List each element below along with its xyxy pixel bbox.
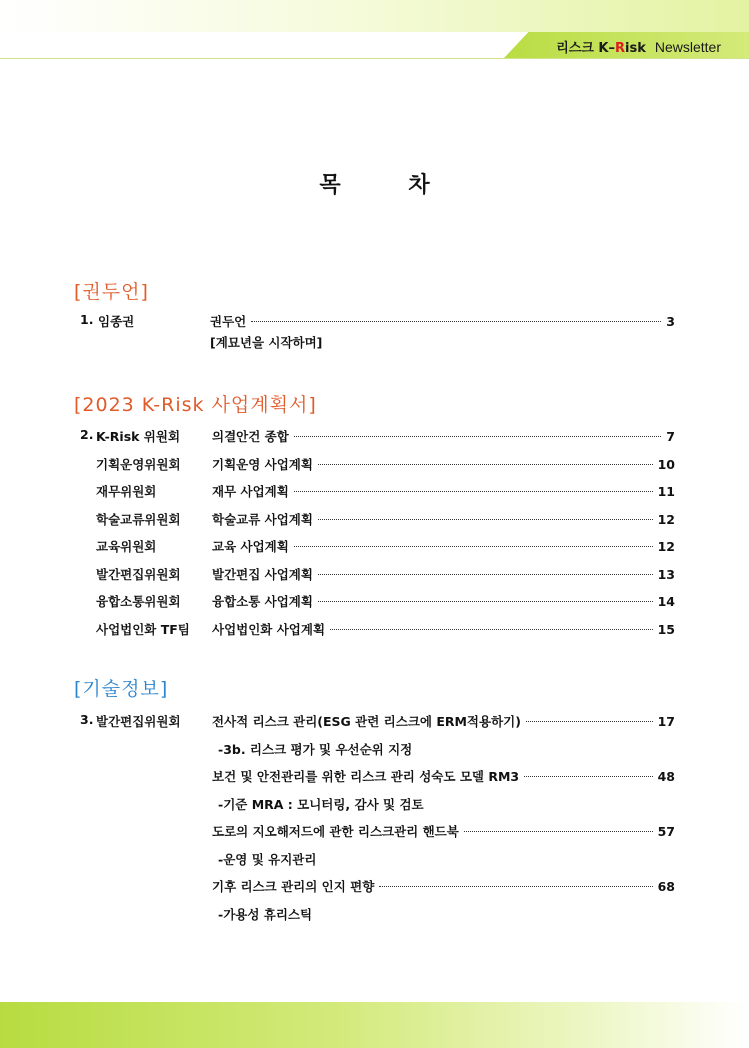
entry-number: 3. [80,712,94,727]
entry-subtitle: -운영 및 유지관리 [218,852,317,867]
entry-title: 융합소통 사업계획 [212,594,313,609]
bottom-decor-band [0,1002,749,1048]
entry-line [212,455,675,473]
entry-title: 교육 사업계획 [212,539,289,554]
entry-page: 57 [657,824,675,839]
entry-page: 11 [657,484,675,499]
entry-title: 학술교류 사업계획 [212,512,313,527]
page-title: 목 차 [319,173,460,198]
entry-title: 전사적 리스크 관리(ESG 관련 리스크에 ERM적용하기) [212,714,521,729]
entry-line [212,510,675,528]
dot-leader [379,886,652,887]
header-rule [0,58,749,59]
toc-entry[interactable] [0,482,749,502]
entry-line [212,482,675,500]
dot-leader [330,629,653,630]
dot-leader [294,546,653,547]
toc-entry[interactable] [0,510,749,530]
entry-line [212,592,675,610]
entry-author: 발간편집위원회 [96,714,181,729]
toc-entry[interactable] [0,427,749,447]
entry-title: 사업법인화 사업계획 [212,622,326,637]
toc-entry[interactable] [0,822,749,842]
entry-page: 3 [666,314,675,329]
dot-leader [294,491,653,492]
toc-entry[interactable] [0,537,749,557]
entry-subtitle: -3b. 리스크 평가 및 우선순위 지정 [218,742,413,757]
dot-leader [294,436,661,437]
entry-author: 사업법인화 TF팀 [96,622,190,637]
entry-page: 12 [657,512,675,527]
toc-entry[interactable] [0,455,749,475]
entry-author: 융합소통위원회 [96,594,181,609]
dot-leader [318,464,653,465]
top-decor-band [0,0,749,32]
entry-line [212,712,675,730]
dot-leader [318,574,653,575]
entry-subtitle: -가용성 휴리스틱 [218,907,313,922]
toc-entry[interactable] [0,620,749,640]
entry-author: K-Risk 위원회 [96,429,181,444]
entry-author: 발간편집위원회 [96,567,181,582]
entry-author: 학술교류위원회 [96,512,181,527]
entry-author: 기획운영위원회 [96,457,181,472]
entry-title: 기획운영 사업계획 [212,457,313,472]
entry-title: 발간편집 사업계획 [212,567,313,582]
entry-line [212,427,675,445]
entry-line [212,565,675,583]
toc-entry[interactable] [0,877,749,897]
entry-author: 교육위원회 [96,539,157,554]
section-heading-business-plan: [2023 K-Risk 사업계획서] [74,394,317,416]
entry-line [212,767,675,785]
entry-page: 10 [657,457,675,472]
entry-author: 재무위원회 [96,484,157,499]
entry-title: 재무 사업계획 [212,484,289,499]
entry-line [212,877,675,895]
entry-author: 임종권 [98,314,135,329]
entry-page: 12 [657,539,675,554]
dot-leader [524,776,653,777]
dot-leader [526,721,653,722]
entry-subtitle: [계묘년을 시작하며] [210,335,323,350]
brand-r: R [615,41,626,56]
entry-title: 기후 리스크 관리의 인지 편향 [212,879,375,894]
brand-prefix: 리스크 K– [556,41,615,56]
entry-line [212,822,675,840]
entry-title: 도로의 지오해저드에 관한 리스크관리 핸드북 [212,824,459,839]
entry-subtitle: -기준 MRA : 모니터링, 감사 및 검토 [218,797,424,812]
entry-line [210,312,675,330]
newsletter-label: Newsletter [654,39,721,55]
dot-leader [464,831,653,832]
dot-leader [251,321,661,322]
entry-page: 17 [657,714,675,729]
toc-entry[interactable] [0,592,749,612]
entry-line [212,620,675,638]
entry-page: 68 [657,879,675,894]
brand-suffix: isk [625,41,646,56]
dot-leader [318,519,653,520]
entry-title: 권두언 [210,314,247,329]
entry-line [212,537,675,555]
section-heading-foreword: [권두언] [74,281,149,303]
entry-page: 15 [657,622,675,637]
entry-number: 1. [80,312,94,327]
toc-entry[interactable] [0,312,749,332]
entry-page: 48 [657,769,675,784]
toc-entry[interactable] [0,712,749,732]
entry-title: 의결안건 종합 [212,429,289,444]
entry-page: 7 [666,429,675,444]
dot-leader [318,601,653,602]
entry-page: 14 [657,594,675,609]
entry-title: 보건 및 안전관리를 위한 리스크 관리 성숙도 모델 RM3 [212,769,520,784]
entry-number: 2. [80,427,94,442]
section-heading-tech-info: [기술정보] [74,678,169,700]
toc-entry[interactable] [0,767,749,787]
entry-page: 13 [657,567,675,582]
newsletter-brand [556,37,721,56]
toc-entry[interactable] [0,565,749,585]
